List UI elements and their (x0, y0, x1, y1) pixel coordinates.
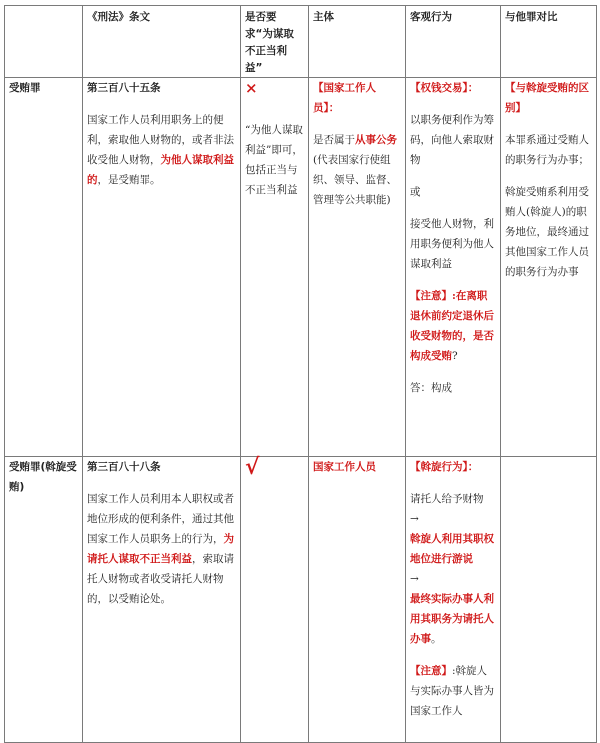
row-label-cell (5, 457, 83, 743)
article-highlight: 为请托人谋取不正当利益 (87, 533, 234, 565)
subject-cell (309, 78, 406, 457)
behavior-answer: 答：构成 (410, 382, 452, 394)
subject-text: 是否属于从事公务(代表国家行使组织、领导、监督、管理等公共职能) (313, 134, 397, 206)
check-mark-icon: √ (245, 454, 260, 480)
header-require: 是否要求“为谋取不正当利益” (241, 6, 309, 78)
header-article: 《刑法》条文 (83, 6, 241, 78)
behavior-title: 【权钱交易】： (410, 82, 479, 94)
row-label: 受贿罪(斡旋受贿) (9, 461, 77, 493)
article-text: 国家工作人员利用本人职权或者地位形成的便利条件，通过其他国家工作人员职务上的行为，为请托人谋取不正当利益，索取请托人财物或者收受请托人财物的，以受贿论处。 (87, 493, 234, 605)
require-cell (241, 78, 309, 457)
header-subject: 主体 (309, 6, 406, 78)
behavior-step-1: 请托人给予财物 (410, 493, 484, 505)
behavior-note: 【注意】:斡旋人与实际办事人皆为国家工作人 (410, 665, 494, 717)
subject-title: 国家工作人员 (313, 461, 376, 473)
behavior-step-2: 斡旋人利用其职权地位进行游说 (410, 533, 494, 565)
subject-title: 【国家工作人员】： (313, 82, 376, 114)
header-row (5, 6, 597, 78)
article-cell (83, 78, 241, 457)
header-behavior: 客观行为 (406, 6, 501, 78)
behavior-note: 【注意】:在离职退休前约定退休后收受财物的，是否构成受贿? (410, 290, 494, 362)
compare-title: 【与斡旋受贿的区别】 (505, 82, 589, 114)
behavior-step-3: 最终实际办事人利用其职务为请托人办事。 (410, 593, 494, 645)
compare-text-2: 斡旋受贿系利用受贿人(斡旋人)的职务地位，最终通过其他国家工作人员的职务行为办事 (505, 186, 589, 278)
behavior-cell (406, 457, 501, 743)
require-note: “为他人谋取利益”即可，包括正当与不正当利益 (245, 124, 303, 196)
behavior-cell (406, 78, 501, 457)
behavior-title: 【斡旋行为】： (410, 461, 479, 473)
compare-cell (501, 457, 597, 743)
article-text: 国家工作人员利用职务上的便利，索取他人财物的，或者非法收受他人财物，为他人谋取利益的，是受贿罪。 (87, 114, 234, 186)
subject-cell (309, 457, 406, 743)
row-bribery (5, 78, 597, 457)
behavior-or: 或 (410, 186, 421, 198)
behavior-text-2: 接受他人财物，利用职务便利为他人谋取利益 (410, 218, 494, 270)
arrow-icon: → (410, 573, 419, 585)
compare-text-1: 本罪系通过受贿人的职务行为办事； (505, 134, 589, 166)
article-title: 第三百八十五条 (87, 82, 161, 94)
require-cell (241, 454, 309, 743)
arrow-icon: → (410, 513, 419, 525)
header-blank (5, 6, 83, 78)
compare-cell (501, 78, 597, 457)
article-title: 第三百八十八条 (87, 461, 161, 473)
article-cell (83, 457, 241, 743)
row-intermediary-bribery (5, 457, 597, 743)
behavior-text-1: 以职务便利作为筹码，向他人索取财物 (410, 114, 494, 166)
cross-mark-icon: × (245, 79, 258, 97)
comparison-table (4, 5, 597, 743)
row-label-cell (5, 78, 83, 457)
row-label: 受贿罪 (9, 82, 41, 94)
article-highlight: 为他人谋取利益的 (87, 154, 234, 186)
header-compare: 与他罪对比 (501, 6, 597, 78)
